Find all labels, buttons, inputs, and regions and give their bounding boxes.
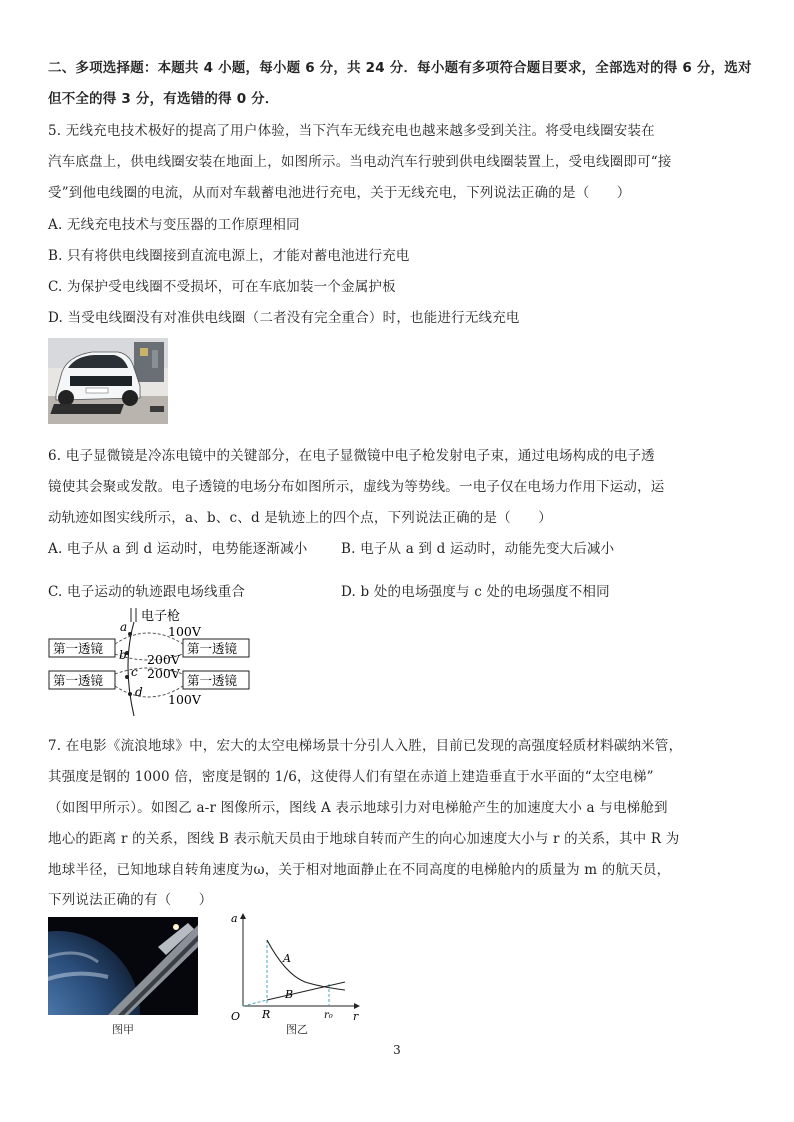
electron-lens-figure	[48, 604, 253, 722]
curve-b-label: B	[285, 988, 294, 1001]
lens-label-bottom-right: 第一透镜	[187, 673, 238, 688]
a-r-graph	[225, 910, 365, 1022]
point-c-label: c	[131, 665, 138, 679]
q5-option-b: B. 只有将供电线圈接到直流电源上，才能对蓄电池进行充电	[48, 248, 410, 264]
figure-yi-caption: 图乙	[286, 1023, 308, 1036]
potential-200v-lower: 200V	[147, 666, 180, 681]
a-axis-label: a	[231, 912, 238, 925]
q7-stem-line-2: 其强度是钢的 1000 倍，密度是钢的 1/6，这使得人们有望在赤道上建造垂直于水平面的“太空电梯”	[48, 769, 654, 785]
origin-label: O	[231, 1010, 241, 1022]
potential-100v-bottom: 100V	[168, 692, 201, 707]
q5-option-a: A. 无线充电技术与变压器的工作原理相同	[48, 217, 300, 233]
q6-option-b: B. 电子从 a 到 d 运动时，动能先变大后减小	[341, 541, 615, 557]
q6-stem-line-3: 动轨迹如图实线所示，a、b、c、d 是轨迹上的四个点，下列说法正确的是（ ）	[48, 510, 552, 526]
q5-stem-line-3: 受”到他电线圈的电流，从而对车载蓄电池进行充电，关于无线充电，下列说法正确的是（ ）	[48, 185, 631, 201]
electron-gun-label: 电子枪	[141, 609, 181, 624]
point-d-label: d	[135, 685, 143, 699]
r-axis-label: r	[353, 1010, 359, 1022]
section-heading-line-2: 但不全的得 3 分，有选错的得 0 分．	[48, 91, 279, 107]
q6-stem-line-2: 镜使其会聚或发散。电子透镜的电场分布如图所示，虚线为等势线。一电子仅在电场力作用下运动，运	[48, 479, 665, 495]
car-charging-photo	[48, 338, 168, 424]
q7-stem-line-3: （如图甲所示）。如图乙 a-r 图像所示，图线 A 表示地球引力对电梯舱产生的加速度大小 a 与电梯舱到	[48, 800, 668, 816]
q7-stem-line-6: 下列说法正确的有（ ）	[48, 892, 213, 908]
q5-stem-line-2: 汽车底盘上，供电线圈安装在地面上，如图所示。当电动汽车行驶到供电线圈装置上，受电线圈即可“接	[48, 154, 672, 170]
lens-label-bottom-left: 第一透镜	[53, 673, 104, 688]
q5-option-d: D. 当受电线圈没有对准供电线圈（二者没有完全重合）时，也能进行无线充电	[48, 310, 520, 326]
lens-label-top-left: 第一透镜	[53, 641, 104, 656]
q6-option-a: A. 电子从 a 到 d 运动时，电势能逐渐减小	[48, 541, 308, 557]
point-a-label: a	[120, 620, 128, 634]
q5-stem-line-1: 5. 无线充电技术极好的提高了用户体验，当下汽车无线充电也越来越多受到关注。将受电线圈安装在	[48, 123, 655, 139]
q7-stem-line-1: 7. 在电影《流浪地球》中，宏大的太空电梯场景十分引人入胜，目前已发现的高强度轻质材料碳纳米管，	[48, 738, 683, 754]
curve-a	[267, 940, 345, 990]
q7-stem-line-4: 地心的距离 r 的关系，图线 B 表示航天员由于地球自转而产生的向心加速度大小与 r 的关系，其中 R 为	[48, 831, 680, 847]
lens-label-top-right: 第一透镜	[187, 641, 238, 656]
potential-100v-top: 100V	[168, 624, 201, 639]
q6-option-c: C. 电子运动的轨迹跟电场线重合	[48, 584, 246, 600]
page-number: 3	[393, 1043, 401, 1057]
curve-b	[267, 982, 345, 1000]
r-earth-label: R	[262, 1008, 271, 1021]
q6-stem-line-1: 6. 电子显微镜是冷冻电镜中的关键部分，在电子显微镜中电子枪发射电子束，通过电场构成的电子透	[48, 448, 655, 464]
q7-stem-line-5: 地球半径，已知地球自转角速度为ω，关于相对地面静止在不同高度的电梯舱内的质量为 m 的航天员，	[48, 862, 671, 878]
curve-a-label: A	[283, 952, 291, 965]
potential-200v-upper: 200V	[147, 652, 180, 667]
figure-jia-caption: 图甲	[112, 1023, 134, 1036]
point-b-label: b	[119, 648, 127, 662]
section-heading-line-1: 二、多项选择题：本题共 4 小题，每小题 6 分，共 24 分．每小题有多项符合题目要求，全部选对的得 6 分，选对	[48, 60, 752, 76]
q5-option-c: C. 为保护受电线圈不受损坏，可在车底加装一个金属护板	[48, 279, 396, 295]
space-elevator-photo	[48, 917, 198, 1015]
q6-option-d: D. b 处的电场强度与 c 处的电场强度不相同	[341, 584, 610, 600]
r0-label: r₀	[324, 1010, 333, 1021]
